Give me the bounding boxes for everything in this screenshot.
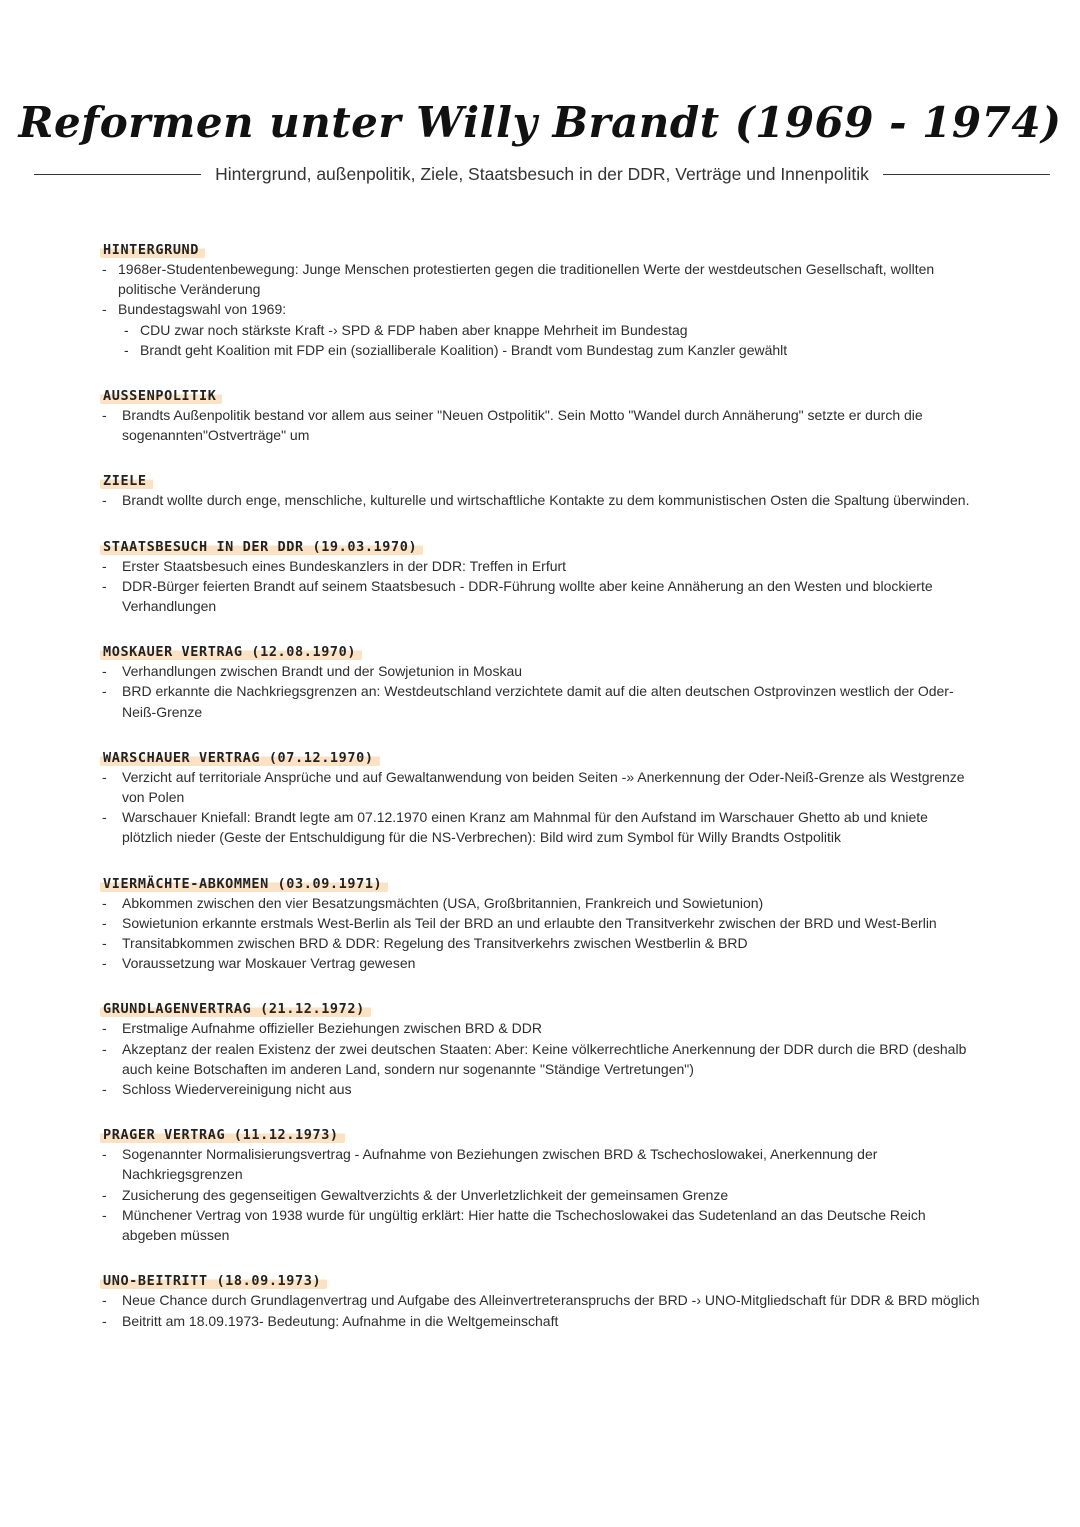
section-heading: VIERMÄCHTE-ABKOMMEN (03.09.1971) xyxy=(100,875,388,892)
list-item-text: Bundestagswahl von 1969: xyxy=(118,301,287,318)
section-aussenpolitik xyxy=(100,387,980,445)
section-heading: WARSCHAUER VERTRAG (07.12.1970) xyxy=(100,749,380,766)
section-heading: MOSKAUER VERTRAG (12.08.1970) xyxy=(100,643,362,660)
list-item: - Verhandlungen zwischen Brandt und der Sowjetunion in Moskau xyxy=(100,661,980,681)
list-item: - Erster Staatsbesuch eines Bundeskanzlers in der DDR: Treffen in Erfurt xyxy=(100,556,980,576)
section-heading: GRUNDLAGENVERTRAG (21.12.1972) xyxy=(100,1000,371,1017)
section-grundlagenvertrag xyxy=(100,1000,980,1099)
section-heading: PRAGER VERTRAG (11.12.1973) xyxy=(100,1126,345,1143)
list-item: - Schloss Wiedervereinigung nicht aus xyxy=(100,1079,980,1099)
section-ziele xyxy=(100,472,980,510)
list-item: - 1968er-Studentenbewegung: Junge Menschen protestierten gegen die traditionellen Werte der westdeutschen Gesellschaft, wollten politische Veränderung xyxy=(100,259,980,299)
list-item xyxy=(100,299,980,360)
section-heading: HINTERGRUND xyxy=(100,241,205,258)
list-item: - DDR-Bürger feierten Brandt auf seinem Staatsbesuch - DDR-Führung wollte aber keine Annäherung an den Westen und blockierte Verhandlungen xyxy=(100,576,980,616)
bullet-list xyxy=(100,1018,980,1099)
left-rule xyxy=(34,174,201,175)
list-item: - Brandt geht Koalition mit FDP ein (sozialliberale Koalition) - Brandt vom Bundestag zum Kanzler gewählt xyxy=(118,340,980,360)
section-prager-vertrag xyxy=(100,1126,980,1245)
section-heading: STAATSBESUCH IN DER DDR (19.03.1970) xyxy=(100,538,423,555)
list-item: - CDU zwar noch stärkste Kraft -› SPD & FDP haben aber knappe Mehrheit im Bundestag xyxy=(118,320,980,340)
bullet-list xyxy=(100,556,980,617)
list-item: - Voraussetzung war Moskauer Vertrag gewesen xyxy=(100,953,980,973)
section-moskauer-vertrag xyxy=(100,643,980,722)
notes-content xyxy=(100,241,980,1358)
sub-bullet-list xyxy=(118,320,980,360)
list-item: - Transitabkommen zwischen BRD & DDR: Regelung des Transitverkehrs zwischen Westberlin & BRD xyxy=(100,933,980,953)
section-heading: ZIELE xyxy=(100,472,153,489)
right-rule xyxy=(883,174,1050,175)
bullet-list xyxy=(100,490,980,510)
list-item: - Münchener Vertrag von 1938 wurde für ungültig erklärt: Hier hatte die Tschechoslowakei das Sudetenland an das Deutsche Reich abgeben müssen xyxy=(100,1205,980,1245)
list-item: - Neue Chance durch Grundlagenvertrag und Aufgabe des Alleinvertreteranspruchs der BRD -› UNO-Mitgliedschaft für DDR & BRD möglich xyxy=(100,1290,980,1310)
list-item: - Sowietunion erkannte erstmals West-Berlin als Teil der BRD an und erlaubte den Transitverkehr zwischen der BRD und West-Berlin xyxy=(100,913,980,933)
list-item: - Zusicherung des gegenseitigen Gewaltverzichts & der Unverletzlichkeit der gemeinsamen Grenze xyxy=(100,1185,980,1205)
list-item: - Sogenannter Normalisierungsvertrag - Aufnahme von Beziehungen zwischen BRD & Tschechoslowakei, Anerkennung der Nachkriegsgrenzen xyxy=(100,1144,980,1184)
section-staatsbesuch xyxy=(100,538,980,617)
bullet-list xyxy=(100,1144,980,1245)
list-item: - Abkommen zwischen den vier Besatzungsmächten (USA, Großbritannien, Frankreich und Sowietunion) xyxy=(100,893,980,913)
section-heading: AUSSENPOLITIK xyxy=(100,387,222,404)
page-title: Reformen unter Willy Brandt (1969 - 1974) xyxy=(18,98,1062,147)
bullet-list xyxy=(100,259,980,360)
bullet-list xyxy=(100,405,980,445)
list-item: - BRD erkannte die Nachkriegsgrenzen an: Westdeutschland verzichtete damit auf die alten deutschen Ostprovinzen westlich der Oder-Neiß-Grenze xyxy=(100,681,980,721)
bullet-list xyxy=(100,767,980,848)
page-subtitle: Hintergrund, außenpolitik, Ziele, Staatsbesuch in der DDR, Verträge und Innenpolitik xyxy=(215,164,869,184)
bullet-list xyxy=(100,661,980,722)
section-warschauer-vertrag xyxy=(100,749,980,848)
list-item: - Brandt wollte durch enge, menschliche, kulturelle und wirtschaftliche Kontakte zu dem kommunistischen Osten die Spaltung überwinden. xyxy=(100,490,980,510)
section-uno-beitritt xyxy=(100,1272,980,1330)
list-item: - Warschauer Kniefall: Brandt legte am 07.12.1970 einen Kranz am Mahnmal für den Aufstand im Warschauer Ghetto ab und kniete plötzlich nieder (Geste der Entschuldigung für die NS-Verbrechen): Bild wird zum Symbol für Willy Brandts Ostpolitik xyxy=(100,807,980,847)
subtitle-row xyxy=(34,164,1050,185)
list-item: - Erstmalige Aufnahme offizieller Beziehungen zwischen BRD & DDR xyxy=(100,1018,980,1038)
bullet-list xyxy=(100,893,980,974)
list-item: - Verzicht auf territoriale Ansprüche und auf Gewaltanwendung von beiden Seiten -» Anerkennung der Oder-Neiß-Grenze als Westgrenze von Polen xyxy=(100,767,980,807)
section-viermaechte-abkommen xyxy=(100,875,980,974)
list-item: - Beitritt am 18.09.1973- Bedeutung: Aufnahme in die Weltgemeinschaft xyxy=(100,1311,980,1331)
list-item: - Brandts Außenpolitik bestand vor allem aus seiner "Neuen Ostpolitik". Sein Motto "Wandel durch Annäherung" setzte er durch die sogenannten"Ostverträge" um xyxy=(100,405,980,445)
section-hintergrund xyxy=(100,241,980,360)
list-item: - Akzeptanz der realen Existenz der zwei deutschen Staaten: Aber: Keine völkerrechtliche Anerkennung der DDR durch die BRD (deshalb auch keine Botschaften im anderen Land, sondern nur sogenannte "Ständige Vertretungen") xyxy=(100,1039,980,1079)
section-heading: UNO-BEITRITT (18.09.1973) xyxy=(100,1272,327,1289)
bullet-list xyxy=(100,1290,980,1330)
